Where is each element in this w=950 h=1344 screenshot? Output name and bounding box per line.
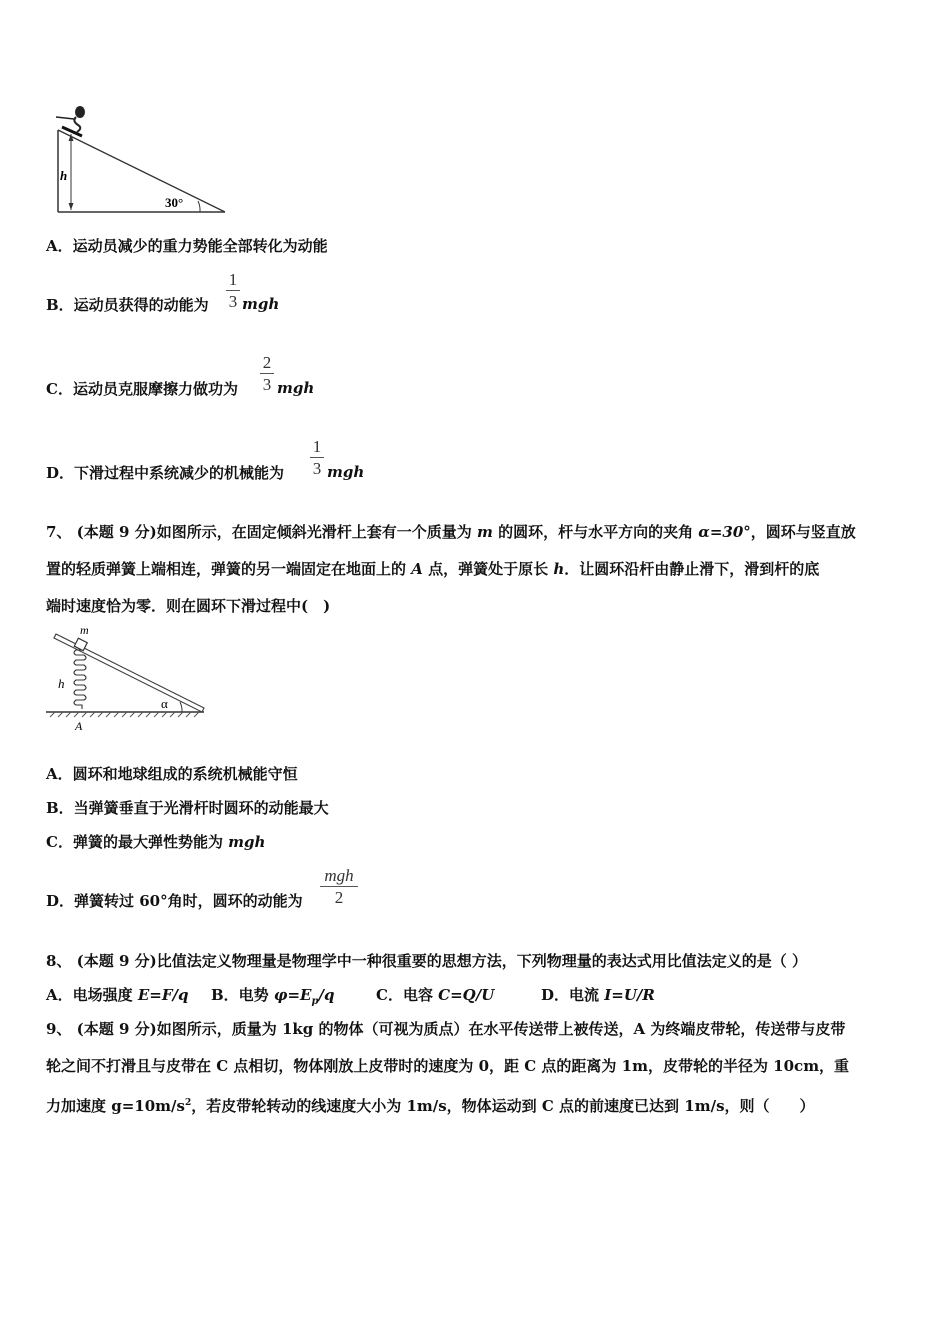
q8-option-d: D．电流 I=U/R bbox=[541, 986, 655, 1004]
alpha-label: α bbox=[161, 696, 168, 711]
q7-stem-line2: 置的轻质弹簧上端相连，弹簧的另一端固定在地面上的 A 点，弹簧处于原长 h．让圆环沿杆由静止滑下，滑到杆的底 bbox=[46, 560, 820, 578]
q7-stem-line1: 7、 (本题 9 分)如图所示，在固定倾斜光滑杆上套有一个质量为 m 的圆环，杆与水平方向的夹角 α=30°，圆环与竖直放 bbox=[46, 523, 856, 541]
q6-d-mgh: mgh bbox=[327, 463, 365, 481]
q7-option-a: A．圆环和地球组成的系统机械能守恒 bbox=[46, 765, 298, 783]
q7-option-d: D．弹簧转过 60°角时，圆环的动能为 bbox=[46, 892, 303, 910]
q6-d-fraction: 1 3 bbox=[310, 437, 324, 478]
q8-option-a: A．电场强度 E=F/q bbox=[46, 986, 189, 1004]
spring-height-label: h bbox=[58, 676, 65, 691]
q6-option-a: A．运动员减少的重力势能全部转化为动能 bbox=[46, 237, 328, 255]
q9-stem-line2: 轮之间不打滑且与皮带在 C 点相切，物体刚放上皮带时的速度为 0，距 C 点的距离为 1m，皮带轮的半径为 10cm，重 bbox=[46, 1057, 850, 1075]
q7-stem-line3: 端时速度恰为零．则在圆环下滑过程中( ) bbox=[46, 597, 331, 615]
q6-c-mgh: mgh bbox=[277, 379, 315, 397]
q6-option-b-text: B．运动员获得的动能为 bbox=[46, 296, 209, 314]
q6-option-d-text: D．下滑过程中系统减少的机械能为 bbox=[46, 464, 285, 482]
point-a-label: A bbox=[75, 719, 83, 732]
q7-option-c: C．弹簧的最大弹性势能为 mgh bbox=[46, 833, 266, 851]
q9-stem-line1: 9、 (本题 9 分)如图所示，质量为 1kg 的物体（可视为质点）在水平传送带上被传送，A 为终端皮带轮，传送带与皮带 bbox=[46, 1020, 846, 1038]
q7-d-fraction: mgh 2 bbox=[320, 866, 358, 907]
q6-b-fraction: 1 3 bbox=[226, 270, 240, 311]
q8-option-b: B．电势 $\varphi=E_p/q$ bbox=[211, 986, 335, 1007]
q6-option-d bbox=[46, 463, 284, 483]
q6-b-mgh: mgh bbox=[242, 295, 280, 313]
incline-skier-figure bbox=[50, 100, 230, 218]
q8-option-c: C．电容 C=Q/U bbox=[376, 986, 495, 1004]
height-label: h bbox=[60, 168, 68, 183]
q6-c-fraction: 2 3 bbox=[260, 353, 274, 394]
q6-option-c bbox=[46, 379, 238, 399]
q8-stem: 8、 (本题 9 分)比值法定义物理量是物理学中一种很重要的思想方法，下列物理量的表达式用比值法定义的是（ ） bbox=[46, 952, 807, 970]
ring-spring-rod-figure bbox=[44, 622, 214, 732]
q7-option-b: B．当弹簧垂直于光滑杆时圆环的动能最大 bbox=[46, 799, 329, 817]
q6-option-b bbox=[46, 295, 209, 315]
mass-label: m bbox=[80, 623, 89, 637]
q9-stem-line3: 力加速度 $g=10m/s^2$，若皮带轮转动的线速度大小为 1m/s，物体运动到 C 点的前速度已达到 1m/s，则（ ） bbox=[46, 1097, 815, 1115]
q6-option-c-text: C．运动员克服摩擦力做功为 bbox=[46, 380, 238, 398]
angle-label: 30° bbox=[165, 195, 184, 210]
